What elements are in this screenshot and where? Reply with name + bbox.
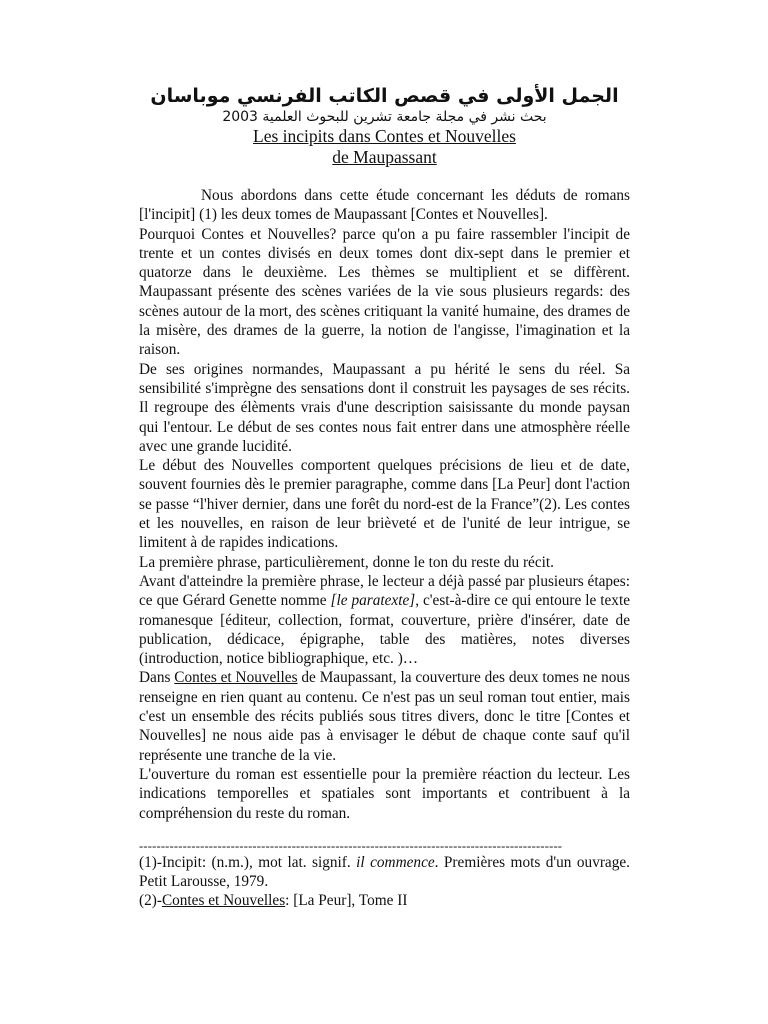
paragraph-7-text-b: de Maupassant, la couverture des deux tomes ne nous renseigne en rien quant au contenu. Ce n'est pas un seul roman tout entier, mais c'est un ensemble des récits publiés sous titres divers, donc le titre [Contes et Nouvelles] ne nous aide pas à envisager le début de chaque conte sauf qu'il représente une tranche de la vie. [139,669,630,764]
footnote-2 [139,891,630,910]
french-title-line-1: Les incipits dans Contes et Nouvelles [253,126,516,146]
paragraph-6-text-a: Avant d'atteindre la première phrase, le lecteur a déjà passé par plusieurs étapes: ce que Gérard Genette nomme [139,572,630,610]
footnote-2-text-b: : [La Peur], Tome II [285,892,408,910]
document-header [139,84,630,168]
footnote-1-text-a: (1)-Incipit: (n.m.), mot lat. signif. [139,853,357,871]
arabic-subtitle-text: بحث نشر في مجلة جامعة تشرين للبحوث العلمية [262,109,547,125]
document-body [139,186,630,823]
paratexte-emphasis: [le paratexte] [330,592,416,610]
paragraph-7 [139,668,630,764]
footnote-separator: ------------------------------------------------------------------------------------------------- [139,838,563,853]
paragraph-6-text-b: , c'est-à-dire ce qui entoure le texte romanesque [éditeur, collection, format, couverture, prière d'insérer, date de publication, dédicace, épigraphe, table des matières, notes diverses (introduction, notice bibliographique, etc. )… [139,592,630,668]
footnote-2-text-a: (2)- [139,892,162,910]
paragraph-2: Pourquoi Contes et Nouvelles? parce qu'on a pu faire rassembler l'incipit de trente et un contes divisés en deux tomes dont dix-sept dans le premier et quatorze dans le deuxième. Les thèmes se multiplient et se diffèrent. Maupassant présente des scènes variées de la vie sous plusieurs regards: des scènes autour de la mort, des scènes critiquant la vanité humaine, des drames de la misère, des drames de la guerre, la notion de l'angisse, l'imagination et la raison. [139,225,630,359]
paragraph-5: La première phrase, particulièrement, donne le ton du reste du récit. [139,553,554,571]
arabic-subtitle [139,108,630,126]
paragraph-3: De ses origines normandes, Maupassant a pu hérité le sens du réel. Sa sensibilité s'imprègne des sensations dont il construit les paysages de ses récits. Il regroupe des élèments vrais d'une description saisissante du monde paysan qui l'entour. Le début de ses contes nous fait entrer dans une atmosphère réelle avec une grande lucidité. [139,360,630,455]
arabic-title: الجمل الأولى في قصص الكاتب الفرنسي موباسان [150,85,619,107]
paragraph-6 [139,572,630,668]
footnote-1-emphasis: il commence [356,853,435,871]
footnote-2-underlined: Contes et Nouvelles [161,892,286,910]
paragraph-8: L'ouverture du roman est essentielle pour la première réaction du lecteur. Les indications temporelles et spatiales sont importants et contribuent à la compréhension du reste du roman. [139,765,630,822]
footnote-1-text-b: . Premières mots d'un ouvrage. Petit Larousse, 1979. [139,853,630,891]
paragraph-7-text-a: Dans [139,669,175,687]
paragraph-4: Le début des Nouvelles comportent quelques précisions de lieu et de date, souvent fournies dès le premier paragraphe, comme dans [La Peur] dont l'action se passe “l'hiver dernier, dans une forêt du nord-est de la France”(2). Les contes et les nouvelles, en raison de leur brièveté et de l'unité de leur intrigue, se limitent à de rapides indications. [139,457,630,552]
paragraph-1: Nous abordons dans cette étude concernant les déduts de romans [l'incipit] (1) les deux tomes de Maupassant [Contes et Nouvelles]. [139,187,630,224]
french-title-line-2: de Maupassant [332,147,437,167]
footnotes [139,853,630,911]
footnote-1 [139,853,630,892]
document-page [139,0,630,911]
contes-et-nouvelles-underlined: Contes et Nouvelles [174,669,298,687]
publication-year: 2003 [222,109,258,125]
